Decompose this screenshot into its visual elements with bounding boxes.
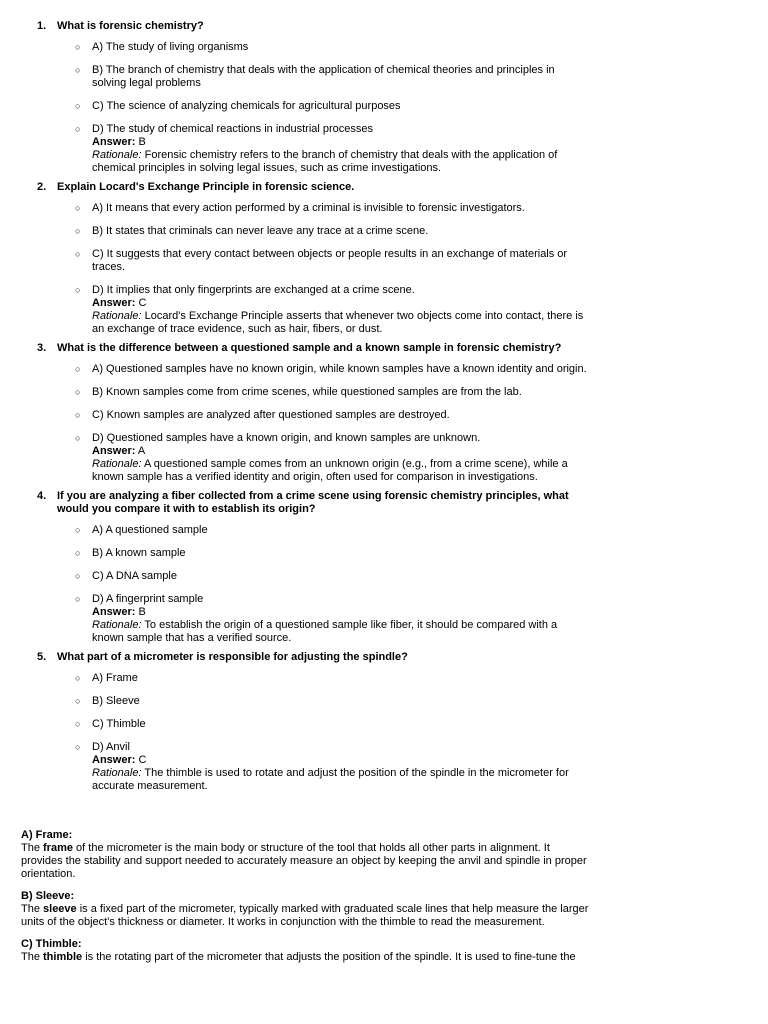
option-text: C) It suggests that every contact between objects or people results in an exchange of materials or traces. <box>92 248 568 273</box>
definition-title: B) Sleeve: <box>21 890 75 902</box>
rationale-text: Locard's Exchange Principle asserts that whenever two objects come into contact, there is an exchange of trace evidence, such as hair, fibers, or dust. <box>92 310 584 335</box>
option-list <box>57 202 587 336</box>
hollow-bullet-icon: ○ <box>75 249 81 259</box>
hollow-bullet-icon: ○ <box>75 719 81 729</box>
hollow-bullet-icon: ○ <box>75 203 81 213</box>
answer-value: C <box>138 297 147 309</box>
option-item <box>75 432 587 484</box>
option-text: A) A questioned sample <box>92 524 208 536</box>
definition-title: A) Frame: <box>21 829 73 841</box>
option-text: C) Known samples are analyzed after questioned samples are destroyed. <box>92 409 450 421</box>
hollow-bullet-icon: ○ <box>75 525 81 535</box>
option-text: C) Thimble <box>92 718 146 730</box>
option-item <box>75 64 587 90</box>
question-list <box>0 20 768 799</box>
option-text: D) The study of chemical reactions in industrial processes <box>92 123 374 135</box>
rationale-label: Rationale: <box>92 619 142 631</box>
rationale-label: Rationale: <box>92 149 142 161</box>
hollow-bullet-icon: ○ <box>75 742 81 752</box>
definition-text-post: is the rotating part of the micrometer that adjusts the position of the spindle. It is used to fine-tune the <box>82 951 576 963</box>
definition-text-pre: The <box>21 903 44 915</box>
definition-term: sleeve <box>43 903 77 915</box>
option-list <box>57 41 587 175</box>
option-text: A) It means that every action performed by a criminal is invisible to forensic investigators. <box>92 202 525 214</box>
question-text: What is the difference between a questioned sample and a known sample in forensic chemistry? <box>57 342 562 354</box>
option-text: D) Questioned samples have a known origin, and known samples are unknown. <box>92 432 481 444</box>
answer-value: A <box>137 445 146 457</box>
rationale-label: Rationale: <box>92 767 142 779</box>
hollow-bullet-icon: ○ <box>75 433 81 443</box>
definition-item <box>21 938 591 964</box>
option-text: D) It implies that only fingerprints are exchanged at a crime scene. <box>92 284 415 296</box>
hollow-bullet-icon: ○ <box>75 101 81 111</box>
question-text: Explain Locard's Exchange Principle in forensic science. <box>57 181 355 193</box>
rationale-line <box>92 767 587 793</box>
hollow-bullet-icon: ○ <box>75 548 81 558</box>
definition-term: thimble <box>43 951 83 963</box>
definitions-section <box>21 829 591 973</box>
option-item <box>75 386 587 399</box>
hollow-bullet-icon: ○ <box>75 42 81 52</box>
answer-label: Answer: <box>92 606 136 618</box>
answer-line <box>92 297 587 310</box>
option-item <box>75 524 587 537</box>
answer-label: Answer: <box>92 445 136 457</box>
option-text: B) The branch of chemistry that deals with the application of chemical theories and principles in solving legal problems <box>92 64 555 89</box>
rationale-line <box>92 149 587 175</box>
option-item <box>75 225 587 238</box>
question-number: 2. <box>37 181 47 193</box>
answer-line <box>92 754 587 767</box>
option-item <box>75 409 587 422</box>
option-text: A) The study of living organisms <box>92 41 249 53</box>
hollow-bullet-icon: ○ <box>75 124 81 134</box>
option-item <box>75 41 587 54</box>
rationale-label: Rationale: <box>92 310 142 322</box>
option-item <box>75 284 587 336</box>
answer-label: Answer: <box>92 754 136 766</box>
option-text: D) Anvil <box>92 741 130 753</box>
hollow-bullet-icon: ○ <box>75 285 81 295</box>
option-text: C) The science of analyzing chemicals for agricultural purposes <box>92 100 401 112</box>
option-item <box>75 363 587 376</box>
option-item <box>75 100 587 113</box>
answer-line <box>92 136 587 149</box>
hollow-bullet-icon: ○ <box>75 387 81 397</box>
definition-title: C) Thimble: <box>21 938 82 950</box>
option-text: B) A known sample <box>92 547 186 559</box>
option-text: C) A DNA sample <box>92 570 177 582</box>
hollow-bullet-icon: ○ <box>75 65 81 75</box>
definition-text-pre: The <box>21 842 44 854</box>
rationale-text: The thimble is used to rotate and adjust the position of the spindle in the micrometer for accurate measurement. <box>92 767 569 792</box>
definition-text-post: is a fixed part of the micrometer, typically marked with graduated scale lines that help measure the larger units of the object's thickness or diameter. It works in conjunction with the thimble to read the measurement. <box>21 903 589 928</box>
option-text: D) A fingerprint sample <box>92 593 204 605</box>
option-item <box>75 248 587 274</box>
answer-value: C <box>138 754 147 766</box>
answer-value: B <box>138 606 146 618</box>
option-list <box>57 363 587 484</box>
question-number: 4. <box>37 490 47 502</box>
definition-term: frame <box>43 842 73 854</box>
option-text: B) It states that criminals can never leave any trace at a crime scene. <box>92 225 429 237</box>
rationale-text: To establish the origin of a questioned sample like fiber, it should be compared with a known sample that has a verified source. <box>92 619 558 644</box>
rationale-text: A questioned sample comes from an unknown origin (e.g., from a crime scene), while a known sample has a verified identity and origin, often used for comparison in investigations. <box>92 458 568 483</box>
definition-item <box>21 829 591 881</box>
rationale-line <box>92 310 587 336</box>
option-item <box>75 672 587 685</box>
option-item <box>75 547 587 560</box>
question-number: 3. <box>37 342 47 354</box>
definition-item <box>21 890 591 929</box>
option-item <box>75 570 587 583</box>
option-text: A) Questioned samples have no known origin, while known samples have a known identity and origin. <box>92 363 587 375</box>
answer-label: Answer: <box>92 297 136 309</box>
question-number: 5. <box>37 651 47 663</box>
hollow-bullet-icon: ○ <box>75 364 81 374</box>
option-item <box>75 202 587 215</box>
option-text: B) Sleeve <box>92 695 140 707</box>
answer-line <box>92 606 587 619</box>
hollow-bullet-icon: ○ <box>75 571 81 581</box>
option-item <box>75 695 587 708</box>
option-item <box>75 593 587 645</box>
hollow-bullet-icon: ○ <box>75 226 81 236</box>
hollow-bullet-icon: ○ <box>75 673 81 683</box>
option-item <box>75 123 587 175</box>
hollow-bullet-icon: ○ <box>75 410 81 420</box>
rationale-line <box>92 458 587 484</box>
rationale-text: Forensic chemistry refers to the branch of chemistry that deals with the application of chemical principles in solving legal issues, such as crime investigations. <box>92 149 558 174</box>
option-item <box>75 741 587 793</box>
option-text: B) Known samples come from crime scenes, while questioned samples are from the lab. <box>92 386 522 398</box>
hollow-bullet-icon: ○ <box>75 594 81 604</box>
answer-label: Answer: <box>92 136 136 148</box>
rationale-line <box>92 619 587 645</box>
question-item <box>37 181 587 336</box>
question-number: 1. <box>37 20 47 32</box>
definition-text-post: of the micrometer is the main body or structure of the tool that holds all other parts in alignment. It provides the stability and support needed to accurately measure an object by keeping the anvil and spindle in proper orientation. <box>21 842 587 880</box>
question-text: If you are analyzing a fiber collected from a crime scene using forensic chemistry principles, what would you compare it with to establish its origin? <box>57 490 569 515</box>
option-list <box>57 524 587 645</box>
question-item <box>37 651 587 793</box>
option-list <box>57 672 587 793</box>
answer-value: B <box>138 136 146 148</box>
option-item <box>75 718 587 731</box>
question-text: What is forensic chemistry? <box>57 20 204 32</box>
option-text: A) Frame <box>92 672 138 684</box>
question-item <box>37 20 587 175</box>
rationale-label: Rationale: <box>92 458 142 470</box>
hollow-bullet-icon: ○ <box>75 696 81 706</box>
question-item <box>37 342 587 484</box>
question-text: What part of a micrometer is responsible for adjusting the spindle? <box>57 651 408 663</box>
answer-line <box>92 445 587 458</box>
question-item <box>37 490 587 645</box>
definition-text-pre: The <box>21 951 44 963</box>
